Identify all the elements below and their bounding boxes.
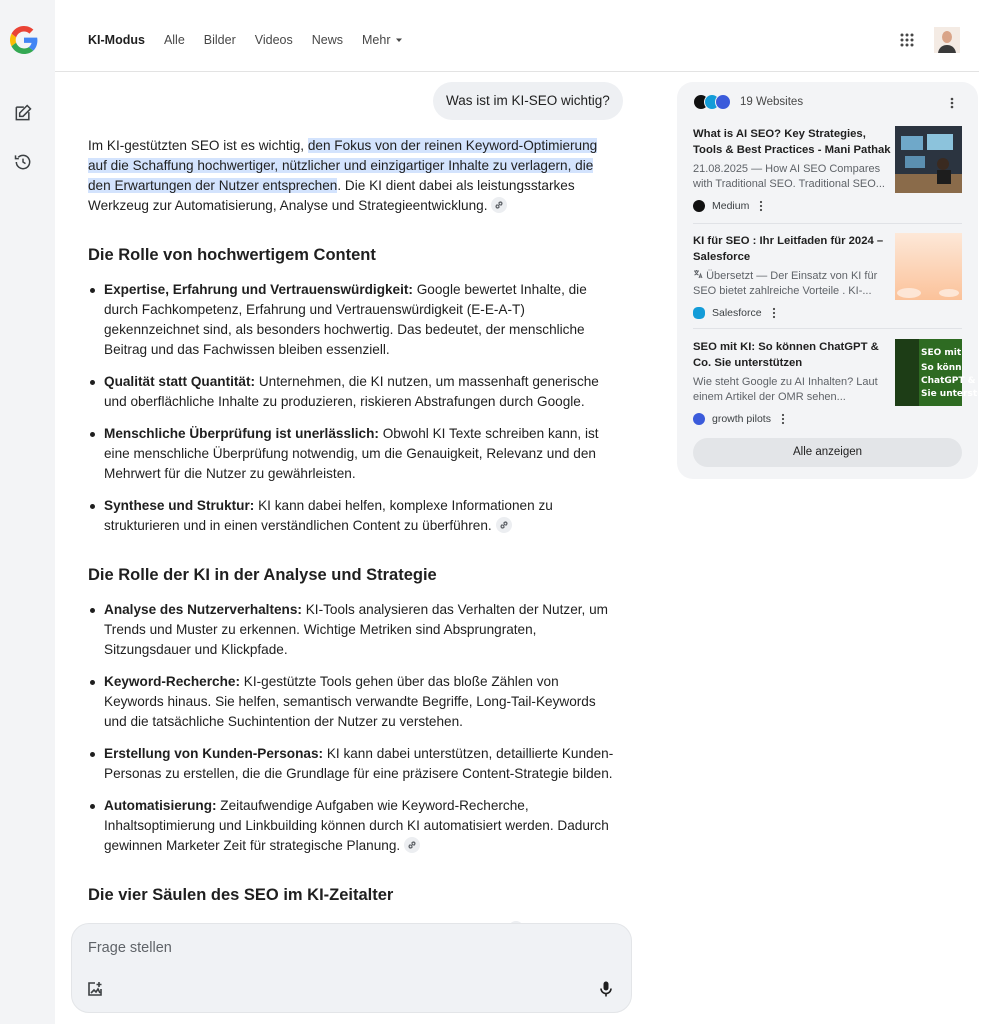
source-thumbnail[interactable]	[895, 339, 984, 406]
tab-news[interactable]: News	[311, 33, 344, 47]
item-term: Menschliche Überprüfung ist unerlässlich:	[104, 426, 379, 441]
section-heading: Die Rolle von hochwertigem Content	[88, 246, 376, 264]
source-site	[693, 413, 962, 425]
sources-header	[693, 94, 803, 110]
source-snippet: 21.08.2025 — How AI SEO Compares with Traditional SEO. Traditional SEO...	[693, 163, 885, 190]
tab-videos[interactable]: Videos	[254, 33, 293, 47]
show-all-button[interactable]: Alle anzeigen	[693, 438, 962, 467]
item-text: KI kann dabei helfen, komplexe Informationen zu strukturieren und in einen verständlichen Content zu überführen.	[104, 498, 553, 533]
ai-answer	[88, 136, 616, 940]
source-site	[693, 200, 962, 212]
source-snippet: Wie steht Google zu AI Inhalten? Laut einem Artikel der OMR sehen...	[693, 376, 878, 403]
source-link-icon[interactable]	[496, 517, 512, 533]
item-term: Automatisierung:	[104, 798, 217, 813]
growth-pilots-favicon-icon	[715, 94, 731, 110]
source-name: Medium	[712, 200, 750, 212]
list-item	[88, 744, 616, 784]
salesforce-cloud-image-icon	[895, 233, 962, 300]
item-term: Keyword-Recherche:	[104, 674, 240, 689]
section-heading: Die vier Säulen des SEO im KI-Zeitalter	[88, 886, 394, 904]
google-logo-icon[interactable]	[10, 26, 38, 54]
medium-favicon-icon	[693, 200, 705, 212]
microphone-icon[interactable]	[598, 980, 614, 998]
item-term: Qualität statt Quantität:	[104, 374, 256, 389]
item-text: Obwohl KI Texte schreiben kann, ist eine menschliche Überprüfung notwendig, um die Genauigkeit, Relevanz und den Mehrwert für die Nutzer zu gewährleisten.	[104, 426, 599, 481]
item-text: Unternehmen, die KI nutzen, um massenhaft generische und oberflächliche Inhalte zu produzieren, riskieren Abstrafungen durch Google.	[104, 374, 599, 409]
tab-mehr-label: Mehr	[362, 33, 391, 47]
tab-bilder[interactable]: Bilder	[203, 33, 236, 47]
list-item	[88, 280, 616, 360]
tab-alle[interactable]: Alle	[163, 33, 185, 47]
divider	[693, 328, 962, 329]
more-vert-icon[interactable]	[949, 96, 955, 110]
translated-label: Übersetzt	[706, 270, 754, 282]
intro-text-end: . Die KI dient dabei als leistungsstarkes Werkzeug zur Automatisierung, Analyse und Strategieentwicklung.	[88, 178, 575, 213]
more-vert-icon[interactable]	[759, 200, 763, 212]
bullet-list	[88, 280, 616, 536]
more-vert-icon[interactable]	[772, 307, 776, 319]
bullet-list	[88, 600, 616, 856]
source-thumbnail[interactable]	[895, 126, 962, 193]
source-link-icon[interactable]	[404, 837, 420, 853]
source-card[interactable]	[693, 126, 962, 212]
source-thumbnail[interactable]	[895, 233, 962, 300]
highlighted-text: den Fokus von der reinen Keyword-Optimierung auf die Schaffung hochwertiger, nützlicher und einzigartiger Inhalte zu verlagern, die den Erwartungen der Nutzer entsprechen	[88, 138, 598, 193]
source-snippet	[693, 269, 893, 299]
left-rail	[0, 0, 55, 1024]
salesforce-favicon-icon	[693, 307, 705, 319]
add-image-icon[interactable]	[86, 980, 104, 998]
thumbnail-line: SEO mit	[921, 348, 962, 358]
list-item	[88, 496, 616, 536]
item-text: Google bewertet Inhalte, die durch Fachkompetenz, Erfahrung und Vertrauenswürdigkeit (E-E-A-T) gekennzeichnet sind, als besonders hochwertig. Das bedeutet, der menschliche Beitrag und das Fachwissen bleiben essenziell.	[104, 282, 587, 357]
avatar[interactable]	[934, 27, 960, 53]
list-item	[88, 672, 616, 732]
top-bar	[55, 0, 979, 72]
office-photo-icon	[895, 126, 962, 193]
item-term: Analyse des Nutzerverhaltens:	[104, 602, 302, 617]
sources-panel	[677, 82, 984, 479]
user-query-bubble: Was ist im KI-SEO wichtig?	[433, 82, 623, 120]
source-title[interactable]: What is AI SEO? Key Strategies, Tools & Best Practices - Mani Pathak	[693, 128, 891, 156]
item-text: Zeitaufwendige Aufgaben wie Keyword-Recherche, Inhaltsoptimierung und Linkbuilding können durch KI automatisiert werden. Dadurch gewinnen Marketer Zeit für strategische Planung.	[104, 798, 609, 853]
item-text: KI kann dabei unterstützen, detaillierte Kunden-Personas zu erstellen, die die Grundlage für eine präzisere Content-Strategie bilden.	[104, 746, 614, 781]
list-item	[88, 424, 616, 484]
intro-text: Im KI-gestützten SEO ist es wichtig,	[88, 138, 308, 153]
list-item	[88, 372, 616, 412]
history-icon[interactable]	[13, 152, 33, 172]
caret-down-icon	[395, 36, 403, 44]
intro-paragraph	[88, 136, 616, 216]
source-card[interactable]	[693, 339, 984, 425]
ask-input[interactable]: Frage stellen	[88, 940, 172, 956]
thumbnail-line: ChatGPT &	[921, 376, 976, 386]
source-name: growth pilots	[712, 413, 771, 425]
ask-box[interactable]	[71, 923, 632, 1013]
list-item	[88, 600, 616, 660]
search-tabs	[88, 33, 422, 47]
tab-ki-modus[interactable]: KI-Modus	[88, 33, 145, 47]
websites-count: 19 Websites	[740, 96, 804, 108]
section-heading: Die Rolle der KI in der Analyse und Strategie	[88, 566, 437, 584]
apps-grid-icon[interactable]	[900, 33, 914, 47]
thumbnail-text	[921, 347, 984, 401]
source-name: Salesforce	[712, 307, 762, 319]
snippet-text: — Der Einsatz von KI für SEO bietet zahlreiche Vorteile . KI-...	[693, 270, 878, 297]
new-chat-icon[interactable]	[13, 103, 33, 123]
user-photo-icon	[934, 27, 960, 53]
list-item	[88, 796, 616, 856]
thumbnail-line: Sie unterstü	[921, 389, 984, 399]
source-site	[693, 307, 962, 319]
more-vert-icon[interactable]	[781, 413, 785, 425]
item-term: Expertise, Erfahrung und Vertrauenswürdigkeit:	[104, 282, 413, 297]
tab-mehr[interactable]	[362, 33, 402, 47]
source-title[interactable]: SEO mit KI: So können ChatGPT & Co. Sie unterstützen	[693, 341, 879, 369]
divider	[693, 223, 962, 224]
source-title[interactable]: KI für SEO : Ihr Leitfaden für 2024 – Salesforce	[693, 235, 884, 263]
item-term: Erstellung von Kunden-Personas:	[104, 746, 324, 761]
growth-pilots-favicon-icon	[693, 413, 705, 425]
source-favicons	[693, 94, 726, 110]
source-card[interactable]	[693, 233, 962, 319]
item-text: KI-Tools analysieren das Verhalten der Nutzer, um Trends und Muster zu erkennen. Wichtige Metriken sind Absprungraten, Sitzungsdauer und Klickpfade.	[104, 602, 608, 657]
translate-icon	[693, 269, 703, 279]
item-term: Synthese und Struktur:	[104, 498, 255, 513]
source-link-icon[interactable]	[491, 197, 507, 213]
thumbnail-line: So könn	[921, 363, 962, 373]
item-text: KI-gestützte Tools gehen über das bloße Zählen von Keywords hinaus. Sie helfen, semantisch verwandte Begriffe, Long-Tail-Keywords und die tatsächliche Suchintention der Nutzer zu verstehen.	[104, 674, 596, 729]
